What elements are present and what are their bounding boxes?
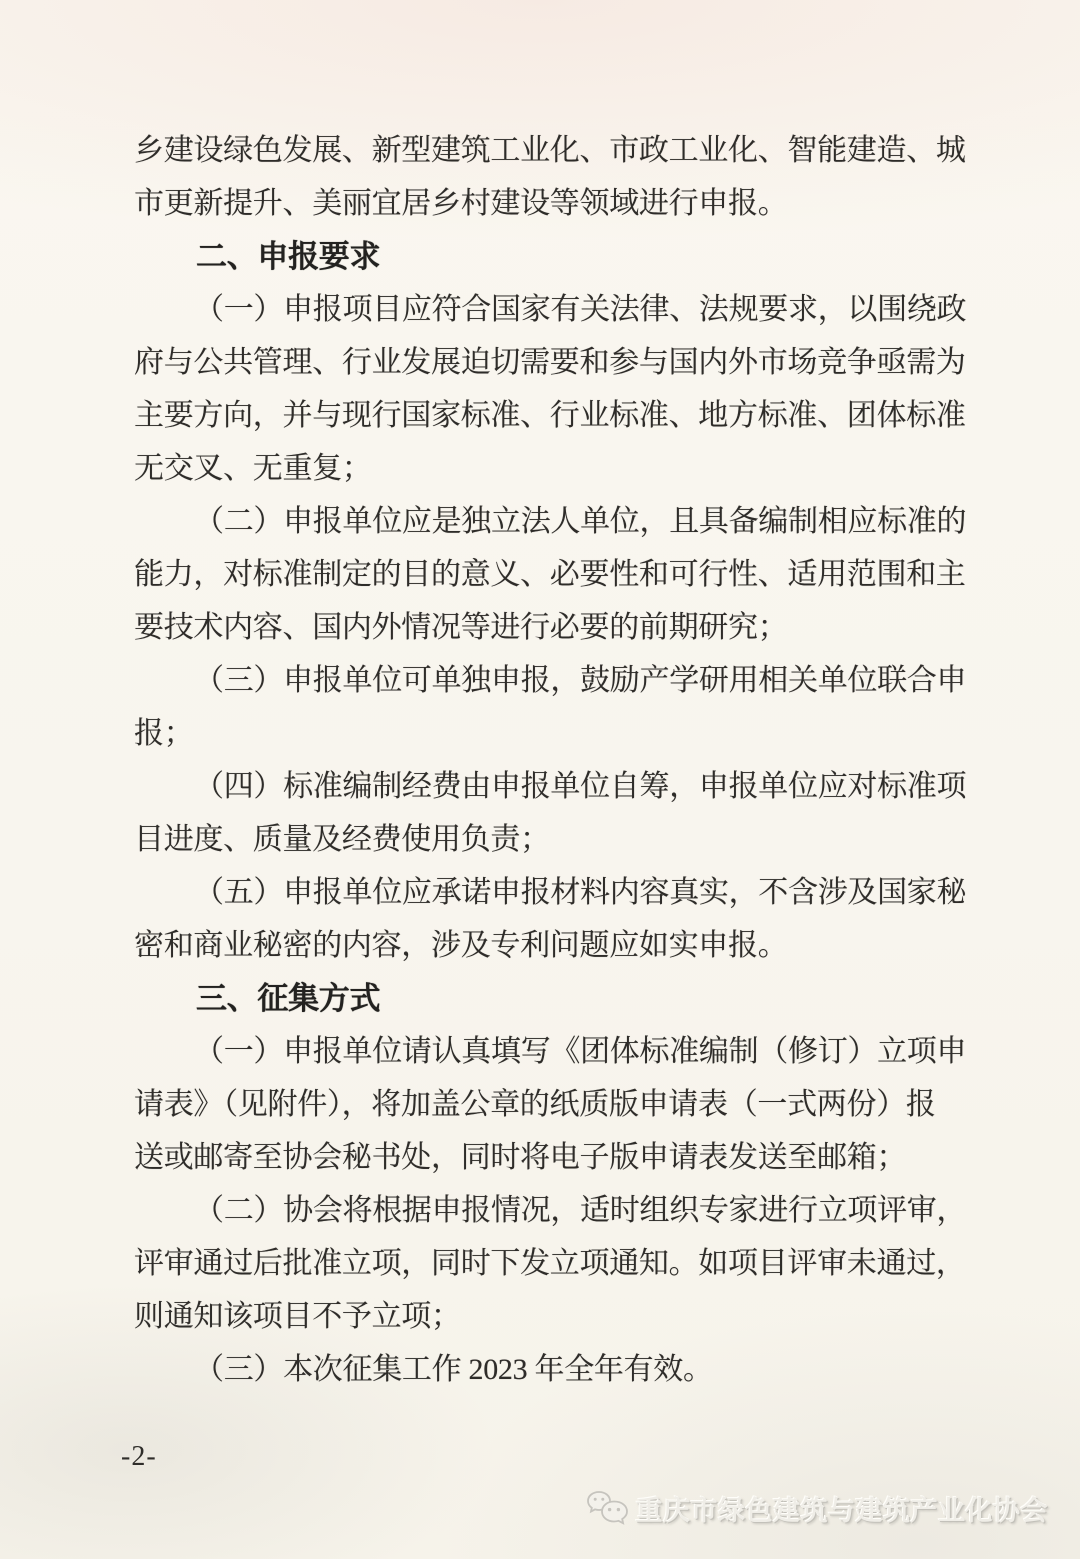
document-line: （二）协会将根据申报情况，适时组织专家进行立项评审， [194,1194,967,1227]
document-line: （五）申报单位应承诺申报材料内容真实，不含涉及国家秘 [194,876,967,909]
section-heading: 三、征集方式 [196,981,381,1016]
document-line: （一）申报项目应符合国家有关法律、法规要求，以围绕政 [194,293,967,326]
document-line: （三）本次征集工作 2023 年全年有效。 [194,1353,713,1386]
document-line: （三）申报单位可单独申报，鼓励产学研用相关单位联合申 [194,664,967,697]
document-line: 要技术内容、国内外情况等进行必要的前期研究； [134,611,788,644]
watermark-text: 重庆市绿色建筑与建筑产业化协会 [635,1495,1048,1526]
document-line: 则通知该项目不予立项； [134,1300,461,1333]
document-line: 无交叉、无重复； [134,452,372,485]
footer-watermark [585,1486,1049,1530]
document-line: 评审通过后批准立项，同时下发立项通知。如项目评审未通过， [134,1247,966,1280]
document-line: 目进度、质量及经费使用负责； [134,823,550,856]
document-body [134,124,980,1396]
document-line: 主要方向，并与现行国家标准、行业标准、地方标准、团体标准 [134,399,966,432]
wechat-icon [585,1486,629,1530]
document-line: （二）申报单位应是独立法人单位，且具备编制相应标准的 [194,505,967,538]
document-line: （一）申报单位请认真填写《团体标准编制（修订）立项申 [194,1035,967,1068]
document-line: 能力，对标准制定的目的意义、必要性和可行性、适用范围和主 [134,558,966,591]
document-line: 府与公共管理、行业发展迫切需要和参与国内外市场竞争亟需为 [134,346,966,379]
page-number: -2- [121,1441,157,1472]
document-line: （四）标准编制经费由申报单位自筹，申报单位应对标准项 [194,770,967,803]
document-line: 报； [134,717,194,750]
document-line: 乡建设绿色发展、新型建筑工业化、市政工业化、智能建造、城 [134,134,966,167]
document-line: 送或邮寄至协会秘书处，同时将电子版申请表发送至邮箱； [134,1141,907,1174]
document-line: 密和商业秘密的内容，涉及专利问题应如实申报。 [134,929,788,962]
section-heading: 二、申报要求 [196,239,381,274]
document-line: 请表》（见附件），将加盖公章的纸质版申请表（一式两份）报 [134,1088,936,1121]
document-line: 市更新提升、美丽宜居乡村建设等领域进行申报。 [134,187,788,220]
